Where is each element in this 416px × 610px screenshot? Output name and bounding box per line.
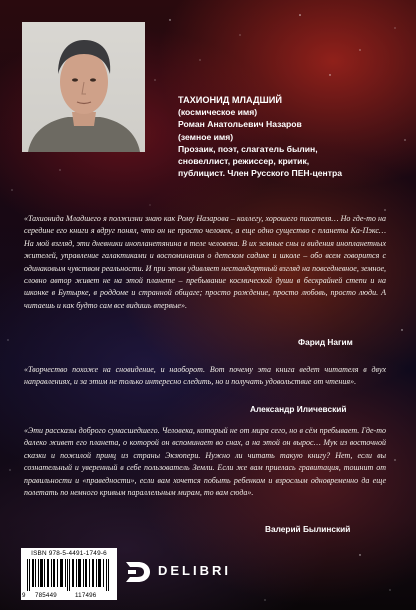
author-bio-line: сновеллист, режиссер, критик,	[178, 156, 310, 167]
author-bio-line: Прозаик, поэт, слагатель былин,	[178, 143, 318, 154]
review-quote: «Творчество похоже на сновидение, и наоборот. Вот почему эта книга ведет читателя в двух направлениях, и за этим не только интересно следить, но и получать удовольствие от чтения».	[24, 365, 386, 387]
barcode-icon	[27, 559, 111, 591]
author-real-name-note: (земное имя)	[178, 131, 234, 142]
isbn-digit-group: 785449	[35, 592, 57, 599]
author-info	[178, 94, 410, 179]
author-pseudonym-note: (космическое имя)	[178, 107, 258, 118]
isbn-digit-group: 9	[22, 592, 26, 599]
review-signature: Валерий Былинский	[265, 524, 351, 534]
isbn-label: ISBN 978-5-4491-1749-6	[31, 550, 107, 557]
publisher-logo	[124, 558, 244, 588]
review-signature: Фарид Нагим	[298, 337, 353, 347]
isbn-digit-group: 117496	[75, 592, 97, 599]
review-signature: Александр Иличевский	[250, 404, 347, 414]
author-real-name: Роман Анатольевич Назаров	[178, 119, 302, 130]
publisher-name: DELIBRI	[158, 563, 231, 578]
author-pseudonym: ТАХИОНИД МЛАДШИЙ	[178, 95, 282, 105]
publisher-logo-icon	[124, 558, 154, 586]
isbn-barcode-block	[21, 548, 117, 600]
author-photo	[22, 22, 145, 152]
review-quote: «Тахионида Младшего я полжизни знаю как Рому Назарова – коллегу, хорошего писателя… Но где-то на середине его книги я вдруг понял, что он не просто человек, а еще одно существо с планеты Ка-Пэкс… На мой взгляд, эти дневники инопланетянина в теле человека. В их земные сны и видения инопланетных жителей, управление галактиками и воспоминания о детском садике и школе – обо всем говорится с одинаковым чувством реальности. И при этом удивляет нестандартный взгляд на повседневное, земное, словно автор живет не на этой планете – пребывание космической души в бескрайней степи и на шконке в Бутырке, в роддоме и странной общаге; просто рождение, просто любовь, просто люди. А читаешь и как будто сам все видишь впервые».	[24, 214, 386, 310]
author-bio-line: публицист. Член Русского ПЕН-центра	[178, 168, 342, 179]
review-quote: «Эти рассказы доброго сумасшедшего. Человека, который не от мира сего, но в сём пребывает. Где-то далеко живет его планета, о которой он вспоминает во снах, а на этой он вырос… Мук из восточной сказки и пожилой принц из страны Экзюпери. Нужно ли читать такую книгу? Нет, если вы сознательный и уверенный в себе пользователь Земли. Если же вам приелась гравитация, тошнит от правильности и «праведности», если вам хочется побыть ребенком и взрослым одновременно да еще полетать по немного кривым параллельным мирам, то вам сюда».	[24, 426, 386, 498]
